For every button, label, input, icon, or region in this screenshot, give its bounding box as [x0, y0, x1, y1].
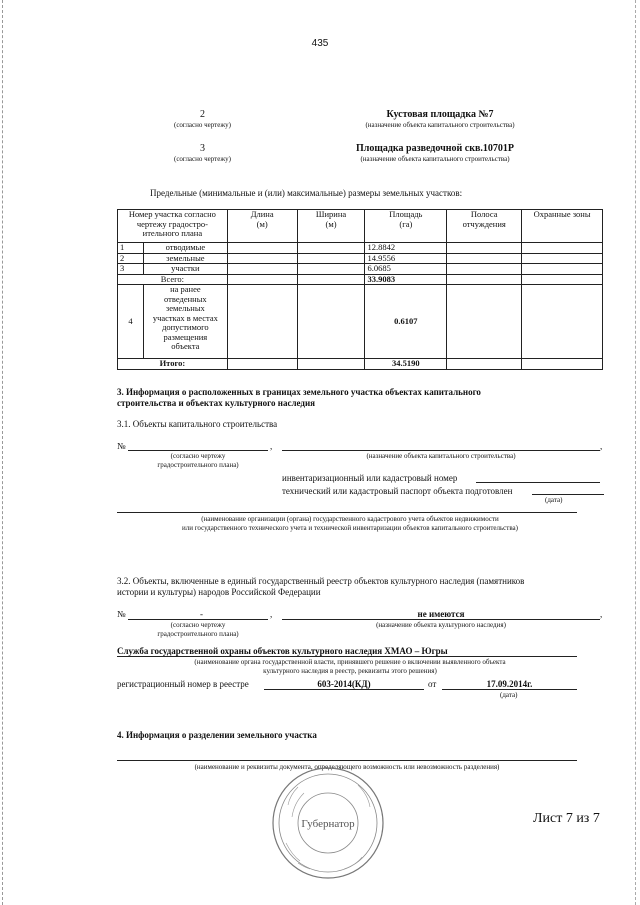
- service-name: Служба государственной охраны объектов культурного наследия ХМАО – Югры: [117, 646, 448, 656]
- reg-label: регистрационный номер в реестре: [117, 679, 249, 689]
- sheet-number: Лист 7 из 7: [533, 811, 600, 826]
- comma: ,: [600, 609, 603, 619]
- reg-date: 17.09.2014г.: [486, 679, 533, 689]
- caption-chertezh-l1: (согласно чертежу: [170, 452, 226, 460]
- header-row1-value-caption: (назначение объекта капитального строительства): [365, 121, 515, 129]
- table-row: 3 участки 6.0685: [118, 264, 603, 275]
- org-caption-l2: или государственного технического учета и технической инвентаризации объектов капитального строительства): [181, 524, 518, 532]
- org-caption-l1: (наименование организации (органа) государственного кадастрового учета объектов недвижимости: [201, 515, 499, 523]
- from-label: от: [428, 679, 437, 689]
- stamp-text: Губернатор: [301, 818, 355, 830]
- sub32-title-l1: 3.2. Объекты, включенные в единый государственный реестр объектов культурного наследия (памятников: [117, 576, 525, 586]
- service-caption-l1: (наименование органа государственной власти, принявшего решение о включении выявленного объекта: [194, 658, 506, 666]
- reg-number: 603-2014(КД): [317, 679, 371, 689]
- no-label-2: №: [117, 609, 126, 619]
- section4-title: 4. Информация о разделении земельного участка: [117, 730, 317, 740]
- page-number: 435: [311, 38, 329, 49]
- caption-chertezh-2-l1: (согласно чертежу: [170, 621, 226, 629]
- header-row1-num: 2: [200, 109, 205, 120]
- no-label: №: [117, 441, 126, 451]
- comma: ,: [600, 441, 603, 451]
- table-total-row: Всего: 33.9083: [118, 274, 603, 285]
- governor-stamp: [270, 765, 386, 881]
- header-cell: Длина (м): [227, 210, 297, 243]
- table-grand-total-row: Итого: 34.5190: [118, 359, 603, 370]
- passport-label: технический или кадастровый паспорт объекта подготовлен: [282, 486, 513, 496]
- caption-purpose: (назначение объекта капитального строительства): [366, 452, 516, 460]
- header-cell: Номер участка согласно чертежу градостро- ительного плана: [118, 210, 228, 243]
- service-caption-l2: культурного наследия в реестр, реквизиты этого решения): [263, 667, 437, 675]
- header-cell: Охранные зоны: [522, 210, 603, 243]
- scan-edge-left: [2, 0, 4, 905]
- header-row2-num-caption: (согласно чертежу): [173, 155, 232, 163]
- caption-chertezh-l2: градостроительного плана): [157, 461, 239, 469]
- land-plots-table: [117, 209, 603, 370]
- header-row2-num: 3: [200, 143, 205, 154]
- header-cell: Полоса отчуждения: [447, 210, 522, 243]
- header-cell: Ширина (м): [297, 210, 365, 243]
- heritage-num-dash: -: [200, 609, 203, 619]
- section4-caption: (наименование и реквизиты документа, определяющего возможность или невозможность разделения): [194, 763, 500, 771]
- section3-title-l1: 3. Информация о расположенных в границах земельного участка объектах капитального: [117, 387, 481, 397]
- section3-title-l2: строительства и объектах культурного наследия: [117, 398, 316, 408]
- comma: ,: [270, 441, 273, 451]
- header-row2-value-caption: (назначение объекта капитального строительства): [360, 155, 510, 163]
- sub32-title-l2: истории и культуры) народов Российской Федерации: [117, 587, 321, 597]
- header-row2-value: Площадка разведочной скв.10701Р: [356, 143, 514, 154]
- caption-heritage: (назначение объекта культурного наследия): [376, 621, 506, 629]
- header-row1-value: Кустовая площадка №7: [386, 109, 494, 120]
- table-row: 1 отводимые 12.8842: [118, 243, 603, 254]
- table-row: 2 земельные 14.9556: [118, 253, 603, 264]
- table-header-row: [118, 210, 603, 243]
- caption-chertezh-2-l2: градостроительного плана): [157, 630, 239, 638]
- sizes-intro: Предельные (минимальные и (или) максимальные) размеры земельных участков:: [150, 188, 463, 198]
- scan-edge-right: [635, 0, 637, 905]
- comma: ,: [270, 609, 273, 619]
- header-row1-num-caption: (согласно чертежу): [173, 121, 232, 129]
- table-row: 4 на ранее отведенных земельных участках в местах допустимого размещения объекта 0.6107: [118, 285, 603, 359]
- reg-date-caption: (дата): [500, 691, 518, 699]
- date-caption: (дата): [545, 496, 563, 504]
- header-cell: Площадь (га): [365, 210, 447, 243]
- heritage-none: не имеются: [417, 609, 465, 619]
- inventory-label: инвентаризационный или кадастровый номер: [282, 473, 458, 483]
- sub31-title: 3.1. Объекты капитального строительства: [117, 419, 278, 429]
